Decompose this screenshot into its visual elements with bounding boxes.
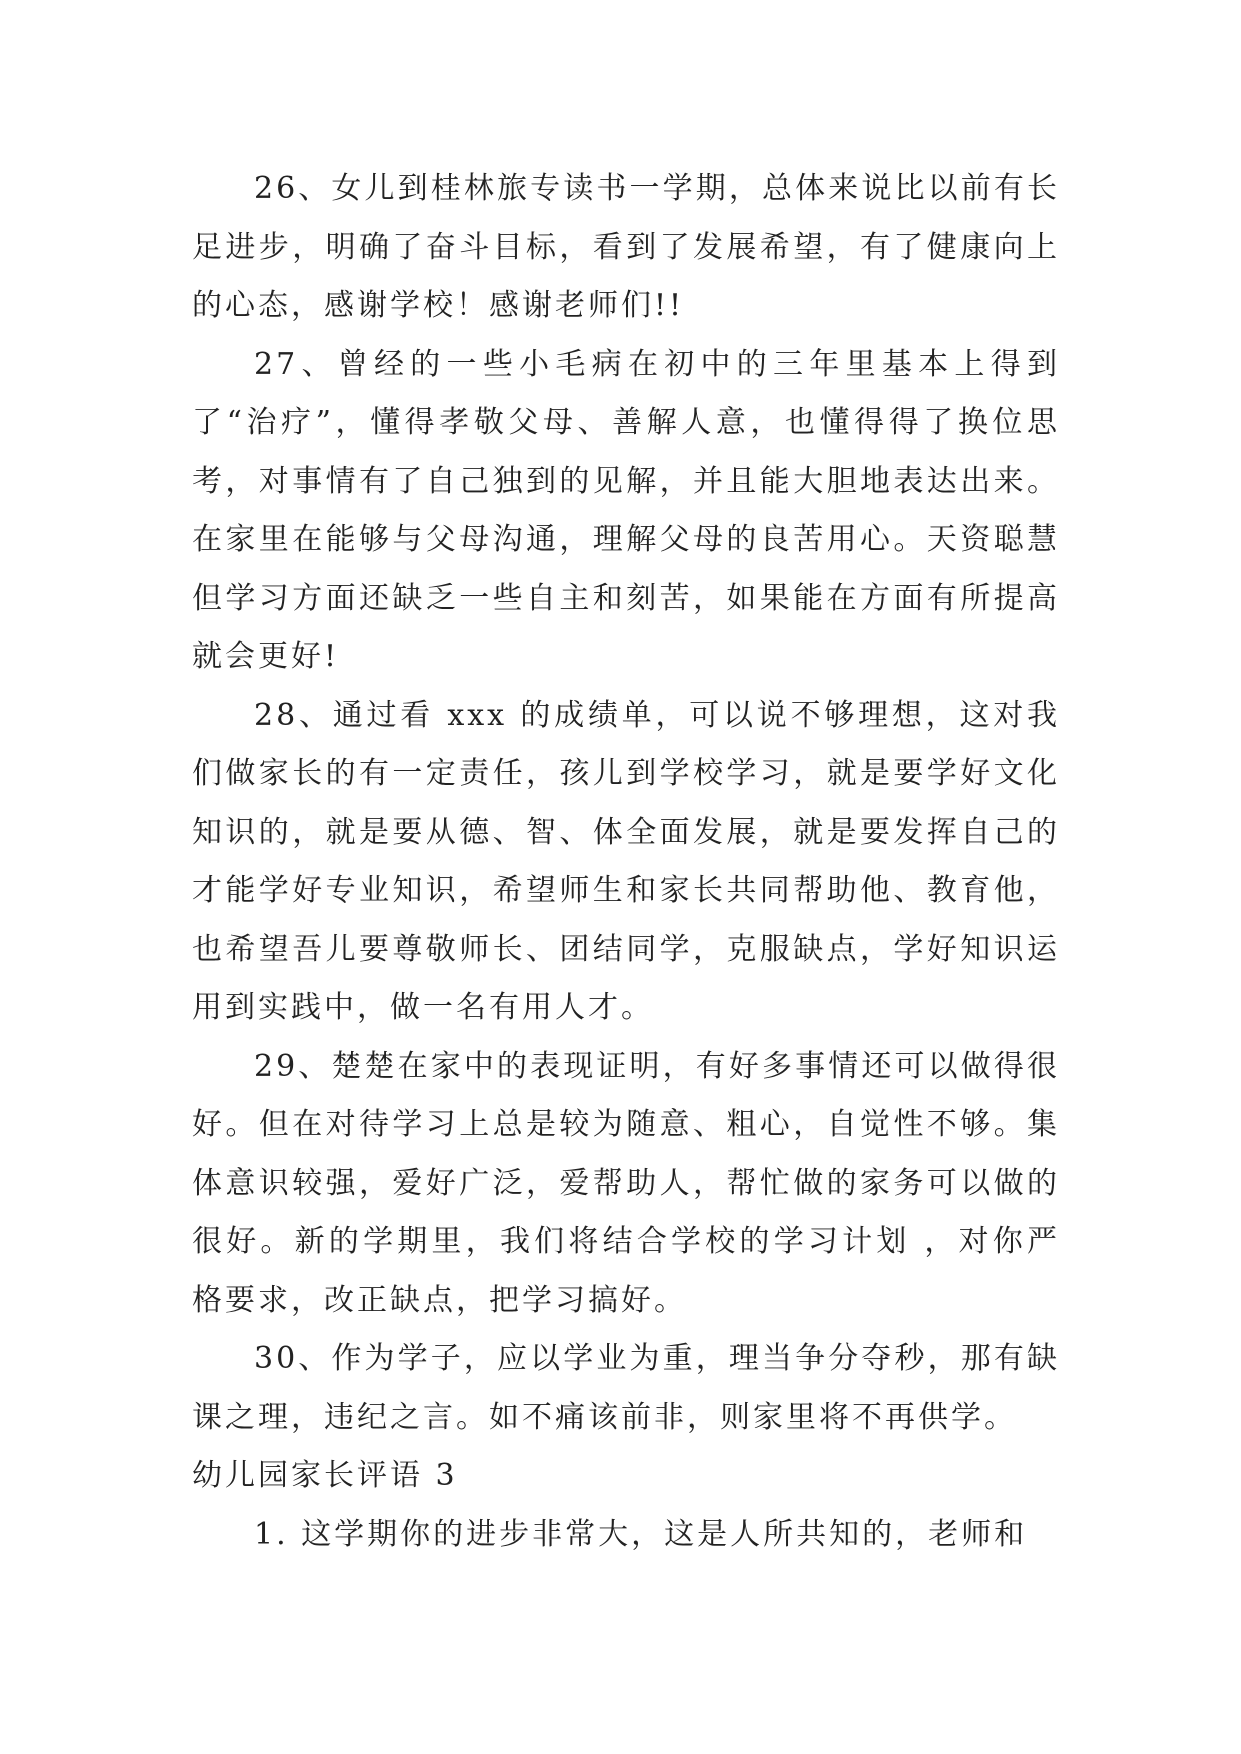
document-body [192,160,1060,1564]
paragraph-29: 29、楚楚在家中的表现证明，有好多事情还可以做得很好。但在对待学习上总是较为随意、粗心，自觉性不够。集体意识较强，爱好广泛，爱帮助人，帮忙做的家务可以做的很好。新的学期里，我们将结合学校的学习计划 ，对你严格要求，改正缺点，把学习搞好。 [192,1048,1060,1318]
paragraph-27: 27、曾经的一些小毛病在初中的三年里基本上得到了“治疗”，懂得孝敬父母、善解人意，也懂得得了换位思考，对事情有了自己独到的见解，并且能大胆地表达出来。在家里在能够与父母沟通，理解父母的良苦用心。天资聪慧但学习方面还缺乏一些自主和刻苦，如果能在方面有所提高就会更好! [192,346,1060,674]
section-heading: 幼儿园家长评语 3 [192,1458,458,1493]
paragraph-28: 28、通过看 xxx 的成绩单，可以说不够理想，这对我们做家长的有一定责任，孩儿到学校学习，就是要学好文化知识的，就是要从德、智、体全面发展，就是要发挥自己的才能学好专业知识，希望师生和家长共同帮助他、教育他，也希望吾儿要尊敬师长、团结同学，克服缺点，学好知识运用到实践中，做一名有用人才。 [192,697,1060,1025]
paragraph-1: 1. 这学期你的进步非常大，这是人所共知的，老师和 [254,1516,1028,1552]
paragraph-26: 26、女儿到桂林旅专读书一学期，总体来说比以前有长足进步，明确了奋斗目标，看到了发展希望，有了健康向上的心态，感谢学校！感谢老师们!! [192,171,1060,323]
paragraph-30: 30、作为学子，应以学业为重，理当争分夺秒，那有缺课之理，违纪之言。如不痛该前非，则家里将不再供学。 [192,1341,1060,1435]
